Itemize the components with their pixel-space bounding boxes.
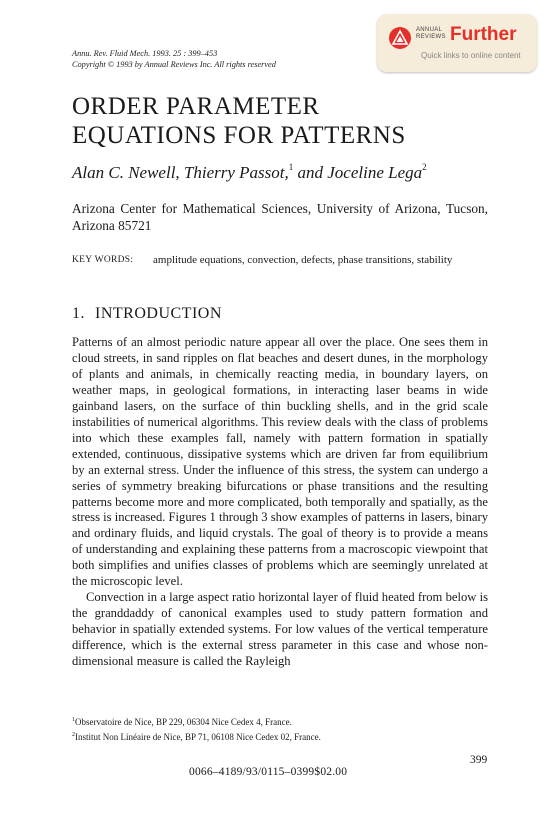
footnote-1 — [72, 714, 321, 729]
footnote-2 — [72, 729, 321, 744]
title-line-1: ORDER PARAMETER — [72, 93, 320, 120]
section-heading — [72, 305, 222, 323]
section-number: 1. — [72, 305, 85, 322]
section-title: INTRODUCTION — [95, 305, 222, 322]
paragraph-1: Patterns of an almost periodic nature appear all over the place. One sees them in cloud streets, in sand ripples on flat beaches and desert dunes, in the morphology of plants and animals, in chemically reacting media, in boundary layers, on weather maps, in geological formations, in interacting laser beams in wide gainband lasers, on the surface of thin buckling shells, and in the grid scale instabilities of numerical algorithms. This review deals with the class of problems into which these examples fall, namely with pattern formation in spatially extended, continuous, dissipative systems which are driven far from equilibrium by an external stress. Under the influence of this stress, the system can undergo a series of symmetry breaking bifurcations or phase transitions and the resulting patterns become more and more complicated, both temporally and spatially, as the stress is increased. Figures 1 through 3 show examples of patterns in lasers, binary and ordinary fluids, and liquid crystals. The goal of theory is to provide a means of understanding and explaining these patterns from a macroscopic viewpoint that both simplifies and unifies classes of problems which are seemingly unrelated at the microscopic level. — [72, 335, 488, 589]
author-lega: and Joceline Lega — [293, 163, 423, 182]
footnote-1-mark: 1 — [72, 717, 75, 723]
brand-line-reviews: REVIEWS — [416, 33, 446, 40]
footnotes — [72, 714, 321, 744]
copyright-notice: Copyright © 1993 by Annual Reviews Inc. All rights reserved — [72, 60, 276, 69]
journal-citation: Annu. Rev. Fluid Mech. 1993. 25 : 399–453 — [72, 49, 218, 58]
doi-code: 0066–4189/93/0115–0399$02.00 — [189, 766, 348, 778]
author-list — [72, 162, 427, 183]
footnote-1-text: Observatoire de Nice, BP 229, 06304 Nice Cedex 4, France. — [75, 717, 292, 727]
article-title — [72, 92, 406, 150]
title-line-2: EQUATIONS FOR PATTERNS — [72, 122, 406, 149]
footnote-mark-2[interactable]: 2 — [422, 162, 427, 172]
further-tagline[interactable]: Quick links to online content — [421, 51, 521, 60]
page-number: 399 — [470, 754, 488, 766]
keywords-text: amplitude equations, convection, defects, phase transitions, stability — [153, 254, 453, 266]
author-newell: Alan C. Newell, — [72, 163, 184, 182]
keywords-label: KEY WORDS: — [72, 255, 134, 265]
affiliation: Arizona Center for Mathematical Sciences, University of Arizona, Tucson, Arizona 85721 — [72, 201, 488, 233]
annual-reviews-logo-icon — [389, 27, 411, 49]
journal-citation-block — [72, 48, 276, 70]
further-banner[interactable] — [377, 14, 537, 72]
author-passot: Thierry Passot, — [183, 163, 289, 182]
footnote-mark-1[interactable]: 1 — [288, 162, 294, 172]
body-text — [72, 335, 488, 670]
brand-line-annual: ANNUAL — [416, 27, 443, 33]
footnote-2-mark: 2 — [72, 732, 75, 738]
footnote-2-text: Institut Non Linéaire de Nice, BP 71, 06108 Nice Cedex 02, France. — [75, 732, 321, 742]
paragraph-2: Convection in a large aspect ratio horizontal layer of fluid heated from below is the granddaddy of canonical examples used to study pattern formation and behavior in spatially extended systems. For low values of the vertical temperature difference, which is the external stress parameter in this case and whose non-dimensional measure is called the Rayleigh — [72, 590, 488, 669]
further-label[interactable]: Further — [450, 24, 517, 45]
brand-name — [416, 27, 446, 40]
